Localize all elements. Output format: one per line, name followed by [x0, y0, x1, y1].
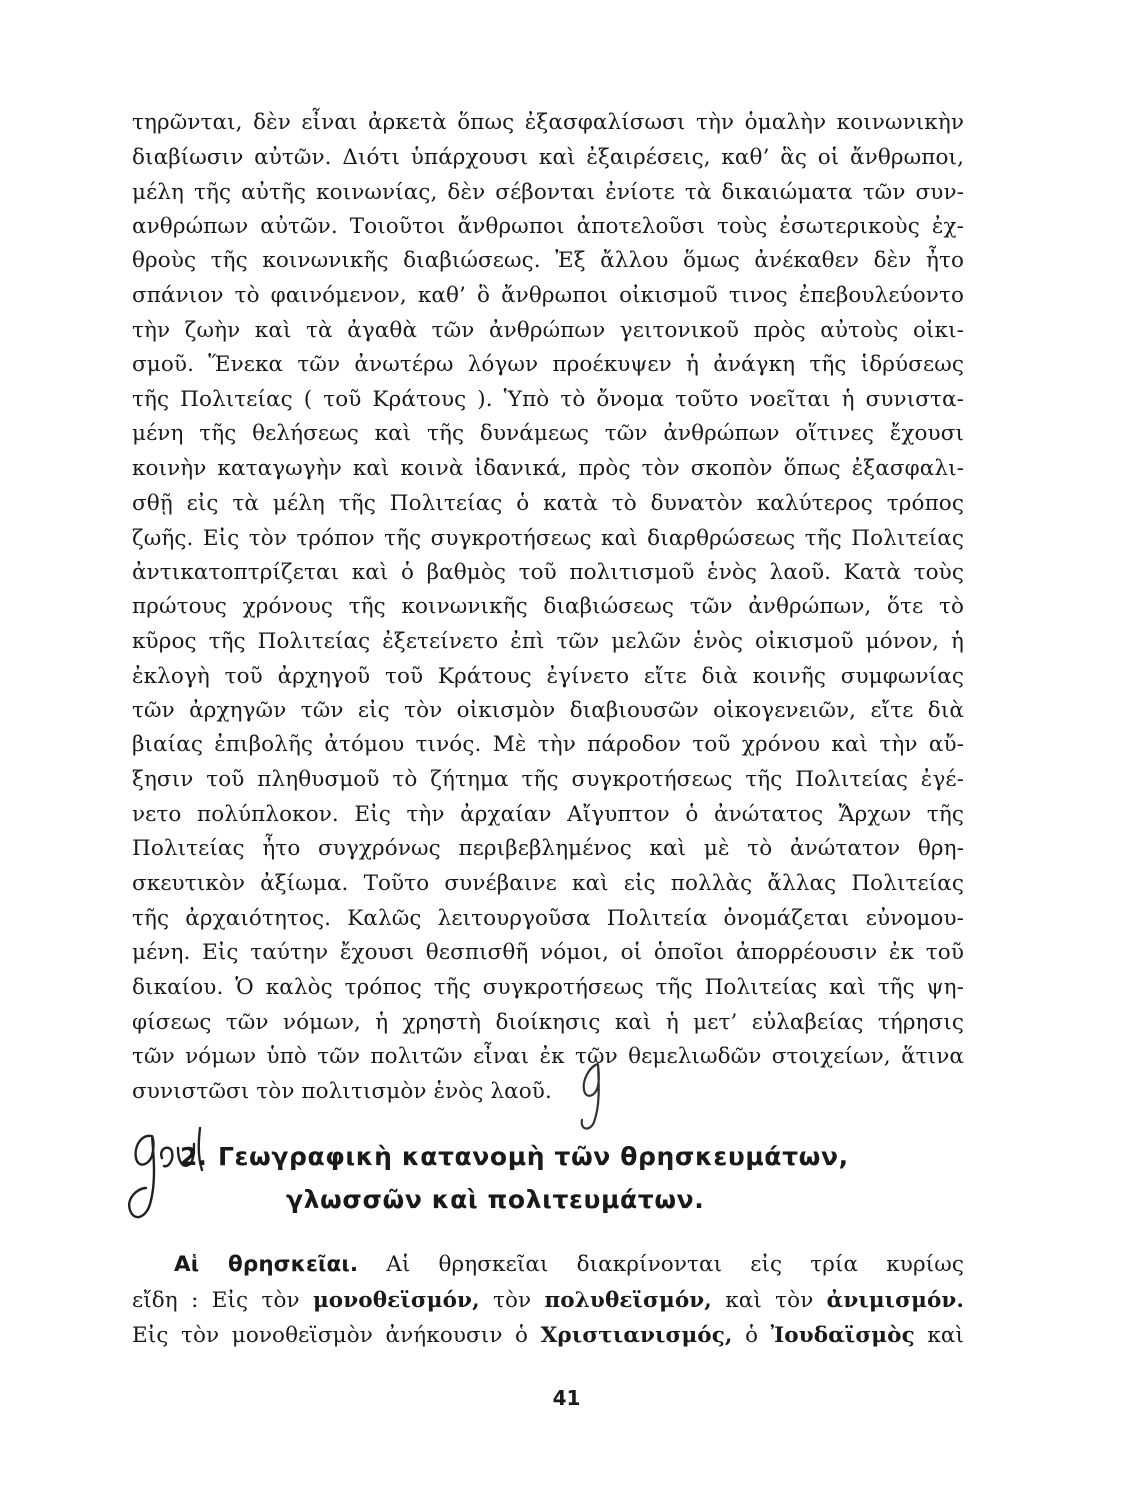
body-line: Πολιτείας ἦτο συγχρόνως περιβεβλημένος καὶ μὲ τὸ ἀνώτατον θρη-	[132, 836, 964, 861]
section-title-line-1: Γεωγραφικὴ κατανομὴ τῶν θρησκευμάτων,	[218, 1142, 849, 1171]
body-line: σμοῦ. Ἕνεκα τῶν ἀνωτέρω λόγων προέκυψεν ἡ ἀνάγκη τῆς ἱδρύσεως	[132, 352, 964, 377]
religions-text: τὸν	[492, 1288, 532, 1313]
term-christianity: Χριστιανισμός,	[540, 1323, 733, 1348]
religions-lead: Αἱ θρησκεῖαι.	[174, 1252, 359, 1277]
body-line: σκευτικὸν ἀξίωμα. Τοῦτο συνέβαινε καὶ εἰς πολλὰς ἄλλας Πολιτείας	[132, 871, 964, 896]
body-line: φίσεως τῶν νόμων, ἡ χρηστὴ διοίκησις καὶ ἡ μετ’ εὐλαβείας τήρησις	[132, 1010, 964, 1035]
religions-text: καὶ	[927, 1323, 964, 1348]
body-line: τῶν ἀρχηγῶν τῶν εἰς τὸν οἰκισμὸν διαβιουσῶν οἰκογενειῶν, εἴτε διὰ	[132, 698, 964, 723]
body-line: τῶν νόμων ὑπὸ τῶν πολιτῶν εἶναι ἐκ τῶν θεμελιωδῶν στοιχείων, ἅτινα	[132, 1044, 964, 1069]
religions-line-2	[132, 1288, 964, 1314]
religions-line-1	[132, 1252, 964, 1278]
term-monotheism: μονοθεϊσμόν,	[312, 1288, 480, 1313]
body-line: νετο πολύπλοκον. Εἰς τὴν ἀρχαίαν Αἴγυπτον ὁ ἀνώτατος Ἄρχων τῆς	[132, 802, 964, 827]
body-line: ανθρώπων αὐτῶν. Τοιοῦτοι ἄνθρωποι ἀποτελοῦσι τοὺς ἐσωτερικοὺς ἐχ-	[132, 214, 964, 239]
religions-line-3	[132, 1323, 964, 1349]
body-line: τὴν ζωὴν καὶ τὰ ἀγαθὰ τῶν ἀνθρώπων γειτονικοῦ πρὸς αὐτοὺς οἰκι-	[132, 318, 964, 343]
handwritten-signature	[112, 1118, 232, 1238]
body-line: σθῇ εἰς τὰ μέλη τῆς Πολιτείας ὁ κατὰ τὸ δυνατὸν καλύτερος τρόπος	[132, 491, 964, 516]
body-line-last: συνιστῶσι τὸν πολιτισμὸν ἑνὸς λαοῦ.	[132, 1079, 552, 1104]
body-line: κοινὴν καταγωγὴν καὶ κοινὰ ἰδανικά, πρὸς τὸν σκοπὸν ὅπως ἐξασφαλι-	[132, 456, 964, 481]
body-line: σπάνιον τὸ φαινόμενον, καθ’ ὃ ἄνθρωποι οἰκισμοῦ τινος ἐπεβουλεύοντο	[132, 283, 964, 308]
body-line: θροὺς τῆς κοινωνικῆς διαβιώσεως. Ἐξ ἄλλου ὅμως ἀνέκαθεν δὲν ἦτο	[132, 248, 964, 273]
term-polytheism: πολυθεϊσμόν,	[544, 1288, 712, 1313]
body-line: ξησιν τοῦ πληθυσμοῦ τὸ ζήτημα τῆς συγκροτήσεως τῆς Πολιτείας ἐγέ-	[132, 767, 964, 792]
body-line: πρώτους χρόνους τῆς κοινωνικῆς διαβιώσεως τῶν ἀνθρώπων, ὅτε τὸ	[132, 594, 964, 619]
body-line: βιαίας ἐπιβολῆς ἀτόμου τινός. Μὲ τὴν πάροδον τοῦ χρόνου καὶ τὴν αὔ-	[132, 732, 964, 757]
body-line: τῆς ἀρχαιότητος. Καλῶς λειτουργοῦσα Πολιτεία ὀνομάζεται εὐνομου-	[132, 906, 964, 931]
body-line: μέλη τῆς αὐτῆς κοινωνίας, δὲν σέβονται ἐνίοτε τὰ δικαιώματα τῶν συν-	[132, 180, 964, 205]
body-line: τῆς Πολιτείας ( τοῦ Κράτους ). Ὑπὸ τὸ ὄνομα τοῦτο νοεῖται ἡ συνιστα-	[132, 387, 964, 412]
section-title-line-2: γλωσσῶν καὶ πολιτευμάτων.	[286, 1185, 705, 1214]
body-line: ἐκλογὴ τοῦ ἀρχηγοῦ τοῦ Κράτους ἐγίνετο εἴτε διὰ κοινῆς συμφωνίας	[132, 664, 964, 689]
religions-text: εἴδη : Εἰς τὸν	[132, 1288, 300, 1313]
religions-text: Αἱ θρησκεῖαι διακρίνονται εἰς τρία κυρίως	[386, 1252, 964, 1277]
religions-text: Εἰς τὸν μονοθεϊσμὸν ἀνήκουσιν ὁ	[132, 1323, 529, 1348]
body-line: δικαίου. Ὁ καλὸς τρόπος τῆς συγκροτήσεως τῆς Πολιτείας καὶ τῆς ψη-	[132, 975, 964, 1000]
religions-text: καὶ τὸν	[725, 1288, 814, 1313]
body-line: μένη. Εἰς ταύτην ἔχουσι θεσπισθῆ νόμοι, οἱ ὁποῖοι ἀπορρέουσιν ἐκ τοῦ	[132, 940, 964, 965]
body-line: ζωῆς. Εἰς τὸν τρόπον τῆς συγκροτήσεως καὶ διαρθρώσεως τῆς Πολιτείας	[132, 526, 964, 551]
term-animism: ἀνιμισμόν.	[826, 1288, 965, 1313]
religions-text: ὁ	[745, 1323, 759, 1348]
body-line: κῦρος τῆς Πολιτείας ἐξετείνετο ἐπὶ τῶν μελῶν ἑνὸς οἰκισμοῦ μόνον, ἡ	[132, 629, 964, 654]
handwritten-mark-right	[568, 1056, 618, 1136]
body-line: τηρῶνται, δὲν εἶναι ἀρκετὰ ὅπως ἐξασφαλίσωσι τὴν ὁμαλὴν κοινωνικὴν	[132, 110, 964, 135]
term-judaism: Ἰουδαϊσμὸς	[770, 1323, 915, 1348]
page-number: 41	[552, 1386, 581, 1410]
body-line: μένη τῆς θελήσεως καὶ τῆς δυνάμεως τῶν ἀνθρώπων οἵτινες ἔχουσι	[132, 421, 964, 446]
section-number: 2.	[180, 1142, 207, 1171]
body-line: διαβίωσιν αὐτῶν. Διότι ὑπάρχουσι καὶ ἐξαιρέσεις, καθ’ ἃς οἱ ἄνθρωποι,	[132, 145, 964, 170]
body-line: ἀντικατοπτρίζεται καὶ ὁ βαθμὸς τοῦ πολιτισμοῦ ἑνὸς λαοῦ. Κατὰ τοὺς	[132, 560, 964, 585]
